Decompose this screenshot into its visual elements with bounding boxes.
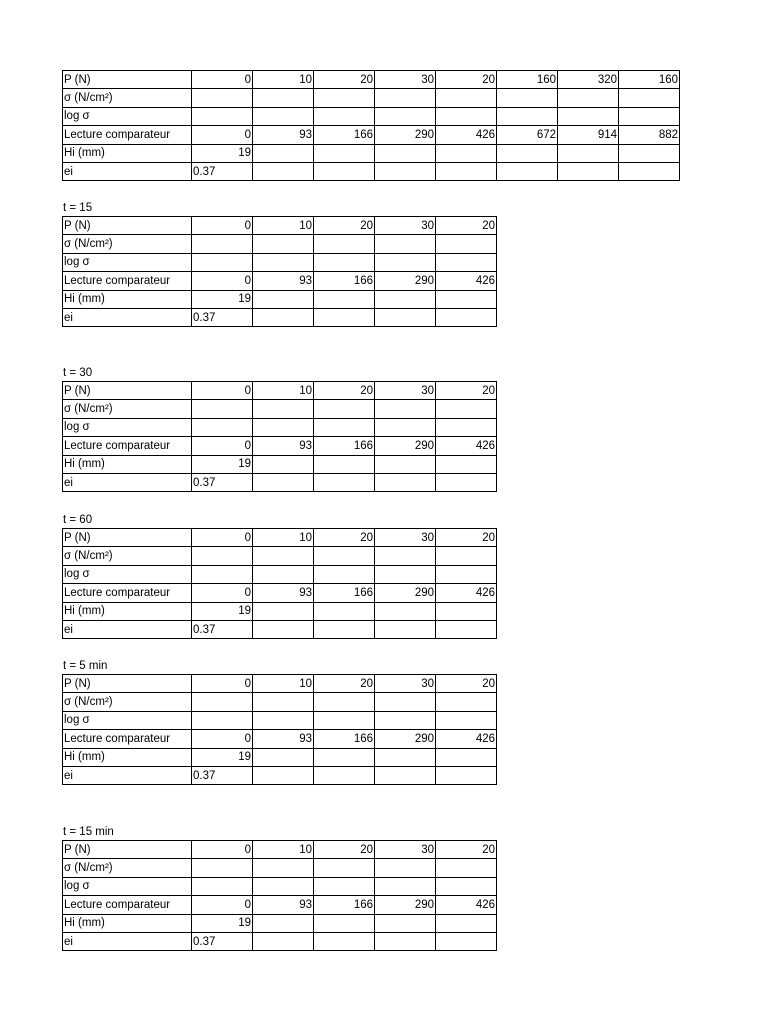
- cell: 10: [253, 217, 314, 235]
- cell: [314, 877, 375, 895]
- cell: [375, 748, 436, 766]
- cell: [375, 473, 436, 491]
- cell: [253, 547, 314, 565]
- cell: 166: [314, 896, 375, 914]
- cell: [314, 162, 375, 180]
- cell: [253, 290, 314, 308]
- cell: [375, 308, 436, 326]
- cell: [314, 914, 375, 932]
- cell: [253, 620, 314, 638]
- cell: [436, 308, 497, 326]
- cell: 0: [192, 584, 253, 602]
- cell: [253, 308, 314, 326]
- cell: 320: [558, 71, 619, 89]
- row-label: Lecture comparateur: [63, 896, 192, 914]
- cell: [619, 144, 680, 162]
- cell: [619, 107, 680, 125]
- row-lecture: [63, 896, 497, 914]
- cell: [253, 418, 314, 436]
- row-lecture: [63, 272, 497, 290]
- cell: [436, 547, 497, 565]
- data-table: [62, 840, 497, 951]
- cell: 20: [314, 675, 375, 693]
- row-label: σ (N/cm²): [63, 235, 192, 253]
- cell: [375, 565, 436, 583]
- cell: [192, 693, 253, 711]
- row-lecture: [63, 126, 680, 144]
- row-label: log σ: [63, 107, 192, 125]
- cell: [436, 89, 497, 107]
- cell: 426: [436, 584, 497, 602]
- row-label: Hi (mm): [63, 144, 192, 162]
- cell: [375, 107, 436, 125]
- cell: [314, 107, 375, 125]
- cell: [375, 766, 436, 784]
- cell: [192, 418, 253, 436]
- table-block-1: [62, 201, 497, 327]
- cell: 160: [497, 71, 558, 89]
- cell: 426: [436, 730, 497, 748]
- cell: 0: [192, 675, 253, 693]
- row-sigma: [63, 235, 497, 253]
- cell: 10: [253, 675, 314, 693]
- row-label: ei: [63, 473, 192, 491]
- cell: [375, 290, 436, 308]
- cell: 20: [314, 217, 375, 235]
- cell: 290: [375, 126, 436, 144]
- cell: 290: [375, 437, 436, 455]
- cell: [436, 473, 497, 491]
- row-hi: [63, 290, 497, 308]
- cell: [497, 162, 558, 180]
- cell: 10: [253, 841, 314, 859]
- row-label: log σ: [63, 711, 192, 729]
- cell: 93: [253, 730, 314, 748]
- cell: 0: [192, 529, 253, 547]
- cell: 0: [192, 437, 253, 455]
- row-log-sigma: [63, 253, 497, 271]
- row-ei: [63, 620, 497, 638]
- cell: [314, 547, 375, 565]
- cell: [192, 107, 253, 125]
- row-hi: [63, 748, 497, 766]
- cell: [436, 455, 497, 473]
- cell: [375, 859, 436, 877]
- cell: [314, 455, 375, 473]
- row-label: P (N): [63, 71, 192, 89]
- cell: [253, 144, 314, 162]
- row-label: ei: [63, 308, 192, 326]
- cell: [558, 89, 619, 107]
- row-sigma: [63, 693, 497, 711]
- cell: [253, 162, 314, 180]
- cell: 19: [192, 914, 253, 932]
- cell: [436, 711, 497, 729]
- cell: 30: [375, 71, 436, 89]
- cell: 0.37: [192, 932, 253, 950]
- cell: [497, 144, 558, 162]
- row-label: Lecture comparateur: [63, 584, 192, 602]
- cell: [436, 748, 497, 766]
- cell: 30: [375, 382, 436, 400]
- cell: 882: [619, 126, 680, 144]
- row-p: [63, 217, 497, 235]
- cell: 93: [253, 272, 314, 290]
- cell: 0: [192, 382, 253, 400]
- cell: 30: [375, 841, 436, 859]
- cell: [314, 253, 375, 271]
- row-log-sigma: [63, 711, 497, 729]
- cell: [558, 162, 619, 180]
- cell: [253, 877, 314, 895]
- cell: [314, 473, 375, 491]
- cell: [253, 914, 314, 932]
- cell: 0.37: [192, 473, 253, 491]
- row-sigma: [63, 859, 497, 877]
- row-label: P (N): [63, 675, 192, 693]
- cell: [436, 620, 497, 638]
- cell: 166: [314, 437, 375, 455]
- cell: 0: [192, 896, 253, 914]
- cell: [375, 602, 436, 620]
- cell: [375, 711, 436, 729]
- cell: [314, 620, 375, 638]
- cell: 426: [436, 437, 497, 455]
- row-p: [63, 675, 497, 693]
- cell: 20: [436, 529, 497, 547]
- cell: [436, 418, 497, 436]
- table-block-2: [62, 366, 497, 492]
- cell: [253, 455, 314, 473]
- cell: [253, 253, 314, 271]
- cell: 0: [192, 126, 253, 144]
- cell: 10: [253, 382, 314, 400]
- row-label: P (N): [63, 382, 192, 400]
- cell: 166: [314, 272, 375, 290]
- cell: 0: [192, 217, 253, 235]
- row-sigma: [63, 400, 497, 418]
- cell: [436, 932, 497, 950]
- row-label: ei: [63, 932, 192, 950]
- row-label: P (N): [63, 217, 192, 235]
- cell: [253, 766, 314, 784]
- cell: [436, 107, 497, 125]
- row-label: P (N): [63, 841, 192, 859]
- cell: 914: [558, 126, 619, 144]
- cell: [375, 693, 436, 711]
- cell: 166: [314, 730, 375, 748]
- row-p: [63, 841, 497, 859]
- cell: 19: [192, 602, 253, 620]
- cell: 0.37: [192, 308, 253, 326]
- cell: [253, 473, 314, 491]
- row-hi: [63, 914, 497, 932]
- cell: 19: [192, 144, 253, 162]
- cell: [192, 547, 253, 565]
- cell: 0.37: [192, 620, 253, 638]
- cell: [314, 89, 375, 107]
- cell: [253, 711, 314, 729]
- cell: [314, 748, 375, 766]
- row-sigma: [63, 89, 680, 107]
- row-label: σ (N/cm²): [63, 547, 192, 565]
- cell: 20: [436, 382, 497, 400]
- cell: 290: [375, 896, 436, 914]
- cell: 30: [375, 675, 436, 693]
- cell: [375, 144, 436, 162]
- row-label: Hi (mm): [63, 748, 192, 766]
- table-block-4: [62, 659, 497, 785]
- cell: [436, 859, 497, 877]
- cell: 20: [436, 217, 497, 235]
- table-title: t = 5 min: [63, 660, 108, 672]
- cell: [497, 89, 558, 107]
- cell: 0: [192, 841, 253, 859]
- cell: [314, 602, 375, 620]
- cell: [375, 253, 436, 271]
- cell: [192, 859, 253, 877]
- cell: 166: [314, 584, 375, 602]
- table-title: t = 15: [63, 202, 93, 214]
- row-label: Lecture comparateur: [63, 437, 192, 455]
- cell: 0.37: [192, 766, 253, 784]
- row-p: [63, 382, 497, 400]
- cell: [436, 290, 497, 308]
- cell: [436, 565, 497, 583]
- cell: [314, 290, 375, 308]
- cell: 20: [314, 529, 375, 547]
- row-hi: [63, 144, 680, 162]
- row-label: P (N): [63, 529, 192, 547]
- cell: 19: [192, 290, 253, 308]
- cell: [436, 144, 497, 162]
- cell: [314, 766, 375, 784]
- cell: 30: [375, 217, 436, 235]
- data-table: [62, 216, 497, 327]
- cell: [375, 418, 436, 436]
- cell: 0.37: [192, 162, 253, 180]
- row-lecture: [63, 730, 497, 748]
- cell: [436, 766, 497, 784]
- table-block-3: [62, 513, 497, 639]
- cell: 290: [375, 584, 436, 602]
- cell: [253, 107, 314, 125]
- cell: [375, 932, 436, 950]
- cell: [253, 565, 314, 583]
- data-table: [62, 381, 497, 492]
- cell: [314, 235, 375, 253]
- row-label: σ (N/cm²): [63, 693, 192, 711]
- row-label: σ (N/cm²): [63, 89, 192, 107]
- cell: [558, 144, 619, 162]
- cell: [314, 400, 375, 418]
- cell: 426: [436, 896, 497, 914]
- cell: 19: [192, 455, 253, 473]
- row-sigma: [63, 547, 497, 565]
- cell: [436, 914, 497, 932]
- cell: [436, 877, 497, 895]
- row-label: ei: [63, 766, 192, 784]
- cell: [436, 235, 497, 253]
- row-label: Lecture comparateur: [63, 272, 192, 290]
- cell: [192, 235, 253, 253]
- cell: 10: [253, 71, 314, 89]
- cell: [192, 400, 253, 418]
- row-label: Hi (mm): [63, 455, 192, 473]
- cell: 93: [253, 896, 314, 914]
- row-log-sigma: [63, 418, 497, 436]
- row-label: log σ: [63, 253, 192, 271]
- cell: 426: [436, 126, 497, 144]
- data-table: [62, 528, 497, 639]
- cell: [375, 914, 436, 932]
- cell: [436, 693, 497, 711]
- cell: 290: [375, 272, 436, 290]
- cell: [314, 144, 375, 162]
- row-log-sigma: [63, 565, 497, 583]
- row-label: Lecture comparateur: [63, 730, 192, 748]
- cell: [192, 711, 253, 729]
- cell: 93: [253, 584, 314, 602]
- table-title: t = 30: [63, 367, 93, 379]
- cell: 20: [314, 382, 375, 400]
- row-label: ei: [63, 162, 192, 180]
- cell: [497, 107, 558, 125]
- cell: [375, 547, 436, 565]
- cell: [436, 162, 497, 180]
- cell: 93: [253, 437, 314, 455]
- cell: 672: [497, 126, 558, 144]
- cell: [314, 308, 375, 326]
- row-ei: [63, 162, 680, 180]
- cell: [314, 859, 375, 877]
- row-log-sigma: [63, 877, 497, 895]
- cell: [375, 235, 436, 253]
- cell: 0: [192, 730, 253, 748]
- cell: [192, 253, 253, 271]
- row-label: σ (N/cm²): [63, 859, 192, 877]
- cell: 20: [436, 841, 497, 859]
- row-label: ei: [63, 620, 192, 638]
- cell: [253, 235, 314, 253]
- cell: 20: [436, 675, 497, 693]
- table-block-0: [62, 70, 680, 181]
- row-label: Hi (mm): [63, 914, 192, 932]
- row-label: log σ: [63, 418, 192, 436]
- cell: 93: [253, 126, 314, 144]
- table-title: t = 60: [63, 514, 93, 526]
- row-hi: [63, 602, 497, 620]
- cell: [253, 400, 314, 418]
- row-label: Lecture comparateur: [63, 126, 192, 144]
- cell: 10: [253, 529, 314, 547]
- row-ei: [63, 308, 497, 326]
- data-table: [62, 70, 680, 181]
- cell: [436, 253, 497, 271]
- row-label: Hi (mm): [63, 602, 192, 620]
- cell: [375, 400, 436, 418]
- cell: [253, 748, 314, 766]
- cell: [314, 565, 375, 583]
- cell: [314, 693, 375, 711]
- cell: [436, 400, 497, 418]
- cell: [375, 162, 436, 180]
- cell: [619, 162, 680, 180]
- cell: 160: [619, 71, 680, 89]
- cell: [253, 859, 314, 877]
- cell: [375, 620, 436, 638]
- cell: 20: [314, 841, 375, 859]
- row-label: log σ: [63, 877, 192, 895]
- cell: [436, 602, 497, 620]
- cell: [253, 932, 314, 950]
- cell: [314, 711, 375, 729]
- cell: 19: [192, 748, 253, 766]
- table-title: t = 15 min: [63, 826, 114, 838]
- row-ei: [63, 766, 497, 784]
- cell: 20: [436, 71, 497, 89]
- cell: 426: [436, 272, 497, 290]
- cell: [253, 693, 314, 711]
- cell: [375, 455, 436, 473]
- row-label: Hi (mm): [63, 290, 192, 308]
- cell: 0: [192, 71, 253, 89]
- cell: [253, 89, 314, 107]
- table-block-5: [62, 825, 497, 951]
- cell: 166: [314, 126, 375, 144]
- cell: [375, 89, 436, 107]
- cell: [192, 565, 253, 583]
- cell: [619, 89, 680, 107]
- row-hi: [63, 455, 497, 473]
- cell: [375, 877, 436, 895]
- cell: [253, 602, 314, 620]
- row-label: log σ: [63, 565, 192, 583]
- row-p: [63, 71, 680, 89]
- cell: [558, 107, 619, 125]
- cell: 30: [375, 529, 436, 547]
- row-p: [63, 529, 497, 547]
- row-log-sigma: [63, 107, 680, 125]
- cell: [314, 932, 375, 950]
- cell: [192, 877, 253, 895]
- cell: [314, 418, 375, 436]
- cell: 0: [192, 272, 253, 290]
- row-ei: [63, 473, 497, 491]
- cell: 20: [314, 71, 375, 89]
- cell: 290: [375, 730, 436, 748]
- row-lecture: [63, 584, 497, 602]
- row-label: σ (N/cm²): [63, 400, 192, 418]
- row-ei: [63, 932, 497, 950]
- cell: [192, 89, 253, 107]
- data-table: [62, 674, 497, 785]
- row-lecture: [63, 437, 497, 455]
